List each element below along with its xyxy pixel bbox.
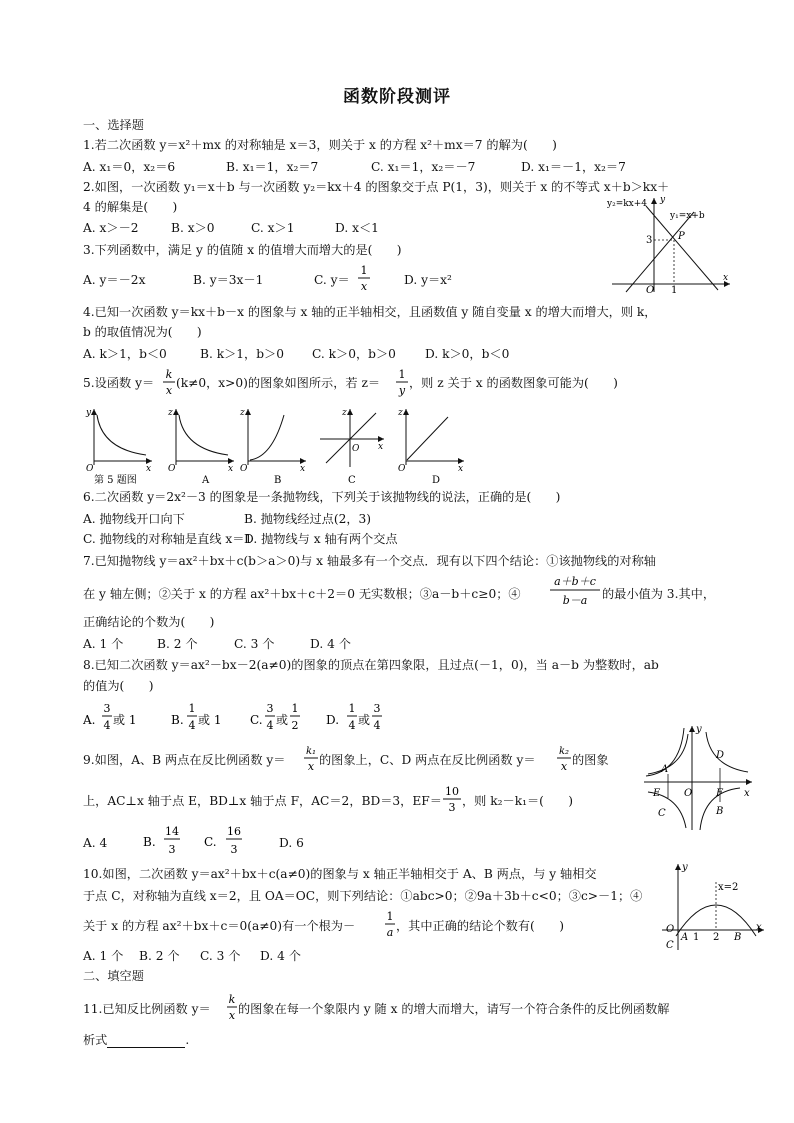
question-2-stem-line2: 4 的解集是( ): [83, 200, 178, 214]
svg-text:C.: C.: [250, 713, 263, 727]
q7-option-b: B. 2 个: [157, 637, 198, 651]
svg-text:z: z: [168, 408, 173, 418]
question-10-stem-line3a: 关于 x 的方程 ax²＋bx＋c＝0(a≠0)有一个根为－: [83, 919, 356, 933]
svg-text:3: 3: [448, 801, 456, 814]
svg-text:4: 4: [373, 719, 381, 732]
svg-text:O: O: [352, 444, 360, 454]
q8-option-d: [326, 700, 396, 740]
svg-text:E: E: [653, 788, 661, 799]
question-6-stem: 6.二次函数 y＝2x²－3 的图象是一条抛物线，下列关于该抛物线的说法，正确的是( ): [83, 490, 561, 504]
q3-option-c-fraction: [356, 262, 372, 300]
svg-text:y: y: [86, 408, 92, 418]
q11-stem-suffix: .: [185, 1033, 190, 1047]
question-7-stem-line1: 7.已知抛物线 y＝ax²＋bx＋c(b＞a＞0)与 x 轴最多有一个交点．现有以下四个结论：①该抛物线的对称轴: [83, 554, 656, 568]
svg-text:a: a: [386, 926, 394, 939]
svg-text:或 1: 或 1: [113, 713, 137, 727]
svg-text:B: B: [734, 932, 742, 943]
svg-text:k: k: [228, 993, 236, 1006]
question-10-stem-line2: 于点 C，对称轴为直线 x＝2，且 OA＝OC，则下列结论：①abc>0；②9a＋3b＋c<0；③c>－1；④: [83, 889, 643, 903]
svg-text:1: 1: [360, 264, 368, 277]
q8-option-b: [171, 700, 241, 740]
svg-text:D.: D.: [326, 713, 340, 727]
q10-option-b: B. 2 个: [139, 949, 180, 963]
svg-text:14: 14: [165, 825, 179, 838]
svg-text:k₂: k₂: [558, 746, 570, 757]
q2-fig-label-y2: y₂=kx+4: [607, 199, 648, 209]
svg-text:10: 10: [445, 785, 459, 798]
svg-text:C: C: [658, 808, 666, 819]
question-11-stem-line2: [83, 1032, 189, 1048]
svg-text:B: B: [716, 806, 724, 817]
q6-option-d: D. 抛物线与 x 轴有两个交点: [244, 532, 398, 546]
svg-text:C.: C.: [204, 835, 217, 849]
q6-option-a: A. 抛物线开口向下: [83, 512, 185, 526]
svg-text:z: z: [240, 408, 245, 418]
svg-text:F: F: [716, 788, 723, 799]
svg-text:3: 3: [103, 702, 111, 715]
question-10-stem-line1: 10.如图，二次函数 y＝ax²＋bx＋c(a≠0)的图象与 x 轴正半轴相交于 A、B 两点，与 y 轴相交: [83, 867, 597, 881]
question-9-stem-line1b: 的图象上，C、D 两点在反比例函数 y＝: [319, 753, 536, 767]
svg-text:1: 1: [386, 910, 394, 923]
svg-text:x: x: [560, 760, 568, 773]
q2-fig-axis-y: y: [660, 195, 666, 205]
q9-fraction-ef: [442, 783, 462, 821]
svg-text:2: 2: [291, 719, 299, 732]
question-9-stem-line2b: ，则 k₂－k₁＝( ): [462, 794, 574, 808]
question-5-stem-a: 5.设函数 y＝: [83, 376, 155, 390]
svg-text:O: O: [86, 464, 94, 474]
q7-option-d: D. 4 个: [310, 637, 351, 651]
question-8-stem-line1: 8.已知二次函数 y＝ax²－bx－2(a≠0)的图象的顶点在第四象限，且过点(－1，0)，当 a－b 为整数时，ab: [83, 658, 659, 672]
q3-option-a: A. y＝－2x: [83, 273, 146, 287]
svg-text:3: 3: [373, 702, 381, 715]
svg-text:A: A: [202, 475, 210, 485]
svg-text:x: x: [307, 760, 315, 773]
svg-text:D: D: [432, 475, 441, 485]
svg-text:4: 4: [266, 719, 274, 732]
q11-fraction: [226, 991, 238, 1029]
q5-fraction-1-over-y: [395, 366, 409, 404]
svg-text:z: z: [398, 408, 403, 418]
svg-text:x: x: [300, 464, 306, 474]
q9-fraction-k1: [303, 742, 319, 780]
svg-text:x: x: [756, 922, 762, 933]
q11-stem-prefix: 析式: [83, 1033, 108, 1047]
question-4-stem-line1: 4.已知一次函数 y＝kx＋b－x 的图象与 x 轴的正半轴相交，且函数值 y 随自变量 x 的增大而增大，则 k，: [83, 305, 657, 319]
question-10-stem-line3b: ，其中正确的结论个数有( ): [396, 919, 564, 933]
svg-text:1: 1: [693, 932, 700, 943]
q1-option-d: D. x₁＝－1，x₂＝7: [521, 160, 626, 174]
q3-option-d: D. y＝x²: [404, 273, 452, 287]
q2-fig-label-y1: y₁=x+b: [670, 211, 705, 221]
svg-text:O: O: [666, 924, 675, 935]
svg-text:x=2: x=2: [718, 882, 739, 893]
question-7-stem-line2b: 的最小值为 3.其中，: [602, 587, 716, 601]
q4-option-c: C. k＞0，b＞0: [312, 347, 396, 361]
q7-option-c: C. 3 个: [234, 637, 275, 651]
section-choice-heading: 一、选择题: [83, 118, 144, 132]
svg-text:A: A: [681, 932, 689, 943]
svg-text:O: O: [240, 464, 248, 474]
q2-fig-point-p: P: [678, 231, 685, 242]
svg-text:D: D: [716, 750, 725, 761]
q10-option-a: A. 1 个: [83, 949, 124, 963]
svg-text:y: y: [682, 862, 688, 873]
svg-text:z: z: [342, 408, 347, 418]
q7-fraction: [548, 572, 602, 616]
svg-text:A.: A.: [83, 713, 96, 727]
question-4-stem-line2: b 的取值情况为( ): [83, 325, 202, 339]
svg-text:C: C: [666, 940, 674, 951]
svg-text:k: k: [165, 368, 173, 381]
svg-text:2: 2: [713, 932, 720, 943]
q5-graph-option-b: [238, 405, 310, 489]
svg-text:B: B: [274, 475, 282, 485]
svg-text:x: x: [458, 464, 464, 474]
q11-answer-blank[interactable]: [107, 1035, 185, 1048]
question-11-stem-line1a: 11.已知反比例函数 y＝: [83, 1002, 211, 1016]
svg-text:或: 或: [276, 713, 289, 727]
svg-text:16: 16: [227, 825, 241, 838]
svg-text:x: x: [744, 788, 750, 799]
svg-text:C: C: [348, 475, 356, 485]
q2-option-a: A. x＞－2: [83, 221, 139, 235]
q4-option-d: D. k＞0，b＜0: [425, 347, 510, 361]
q2-option-d: D. x＜1: [335, 221, 379, 235]
q9-figure: [640, 722, 756, 836]
svg-text:y: y: [696, 724, 702, 735]
q5-graph-option-a: [166, 405, 238, 489]
svg-text:3: 3: [266, 702, 274, 715]
q2-figure: [606, 194, 736, 298]
svg-text:x: x: [228, 1009, 236, 1022]
q8-option-a: [83, 700, 153, 740]
question-5-stem-b: (k≠0，x>0)的图象如图所示，若 z＝: [176, 376, 381, 390]
q3-option-b: B. y＝3x－1: [193, 273, 264, 287]
svg-text:或 1: 或 1: [198, 713, 222, 727]
svg-text:O: O: [168, 464, 176, 474]
q10-fraction: [384, 908, 396, 946]
svg-text:4: 4: [188, 719, 196, 732]
q2-fig-axis-x: x: [723, 273, 729, 283]
svg-text:1: 1: [398, 368, 406, 381]
svg-text:1: 1: [291, 702, 299, 715]
question-3-stem: 3.下列函数中，满足 y 的值随 x 的值增大而增大的是( ): [83, 243, 402, 257]
svg-text:k₁: k₁: [305, 746, 317, 757]
q2-fig-tick-1: 1: [671, 285, 678, 294]
svg-text:x: x: [378, 442, 384, 452]
q3-option-c: C. y＝: [314, 273, 350, 287]
q5-fraction-k-over-x: [162, 366, 176, 404]
question-8-stem-line2: 的值为( ): [83, 679, 154, 693]
question-9-stem-line1a: 9.如图，A、B 两点在反比例函数 y＝: [83, 753, 286, 767]
q4-option-b: B. k＞1，b＞0: [200, 347, 284, 361]
q2-option-b: B. x＞0: [171, 221, 215, 235]
svg-text:b－a: b－a: [562, 594, 588, 607]
q5-graph-reference: [84, 405, 156, 489]
svg-text:4: 4: [348, 719, 356, 732]
q8-option-c: [250, 700, 320, 740]
q2-option-c: C. x＞1: [251, 221, 295, 235]
question-11-stem-line1b: 的图象在每一个象限内 y 随 x 的增大而增大，请写一个符合条件的反比例函数解: [238, 1002, 670, 1016]
svg-text:1: 1: [348, 702, 356, 715]
svg-text:4: 4: [103, 719, 111, 732]
svg-text:B.: B.: [143, 835, 156, 849]
svg-text:x: x: [146, 464, 152, 474]
page-title: 函数阶段测评: [343, 87, 451, 107]
q9-option-b: [143, 822, 193, 866]
q1-option-a: A. x₁＝0，x₂＝6: [83, 160, 176, 174]
question-1-stem: 1.若二次函数 y＝x²＋mx 的对称轴是 x＝3，则关于 x 的方程 x²＋mx＝7 的解为( ): [83, 138, 557, 152]
question-7-stem-line2a: 在 y 轴左侧；②关于 x 的方程 ax²＋bx＋c＋2＝0 无实数根；③a－b＋c≥0；④: [83, 587, 521, 601]
q6-option-c: C. 抛物线的对称轴是直线 x＝1: [83, 532, 253, 546]
svg-text:第 5 题图: 第 5 题图: [94, 475, 137, 485]
question-9-stem-line2a: 上，AC⊥x 轴于点 E，BD⊥x 轴于点 F，AC＝2，BD＝3，EF＝: [83, 794, 442, 808]
q1-option-c: C. x₁＝1，x₂＝－7: [371, 160, 476, 174]
q6-option-b: B. 抛物线经过点(2，3): [244, 512, 372, 526]
svg-text:x: x: [165, 384, 173, 397]
question-5-stem-c: ，则 z 关于 x 的函数图象可能为( ): [409, 376, 618, 390]
svg-text:O: O: [398, 464, 406, 474]
q5-graph-option-d: [396, 405, 468, 489]
question-7-stem-line3: 正确结论的个数为( ): [83, 615, 215, 629]
q1-option-b: B. x₁＝1，x₂＝7: [226, 160, 319, 174]
svg-text:O: O: [684, 788, 693, 799]
svg-text:3: 3: [230, 843, 238, 856]
question-2-stem-line1: 2.如图，一次函数 y₁＝x＋b 与一次函数 y₂＝kx＋4 的图象交于点 P(1，3)，则关于 x 的不等式 x＋b＞kx＋: [83, 180, 670, 194]
q2-fig-tick-3: 3: [646, 235, 653, 246]
q9-option-c: [204, 822, 254, 866]
q10-option-d: D. 4 个: [260, 949, 301, 963]
svg-text:B.: B.: [171, 713, 184, 727]
q9-option-a: A. 4: [83, 836, 108, 850]
question-9-stem-line1c: 的图象: [572, 753, 609, 767]
q9-fraction-k2: [556, 742, 572, 780]
svg-text:或: 或: [358, 713, 371, 727]
svg-text:y: y: [398, 384, 406, 397]
svg-text:x: x: [228, 464, 234, 474]
q7-option-a: A. 1 个: [83, 637, 124, 651]
svg-text:A: A: [661, 764, 669, 775]
q10-option-c: C. 3 个: [200, 949, 241, 963]
svg-text:x: x: [360, 280, 368, 293]
q5-graph-option-c: [316, 405, 388, 489]
svg-text:1: 1: [188, 702, 196, 715]
svg-text:3: 3: [168, 843, 176, 856]
q10-figure: [658, 860, 768, 956]
q9-option-d: D. 6: [279, 836, 304, 850]
q2-fig-origin: O: [646, 285, 655, 294]
section-fill-heading: 二、填空题: [83, 969, 144, 983]
svg-text:a＋b＋c: a＋b＋c: [554, 575, 596, 588]
q4-option-a: A. k＞1，b＜0: [83, 347, 167, 361]
